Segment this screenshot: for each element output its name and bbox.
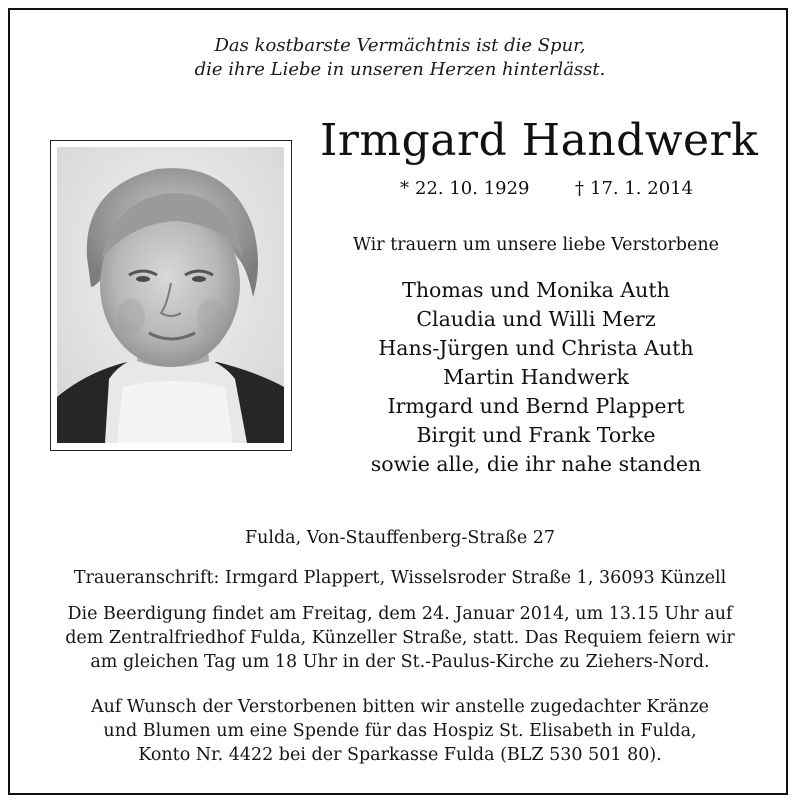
mourning-address	[0, 566, 800, 590]
portrait-image	[57, 147, 284, 443]
donation-line-2: und Blumen um eine Spende für das Hospiz St. Elisabeth in Fulda,	[103, 721, 697, 741]
residence-address	[0, 526, 800, 550]
mourning-line: Wir trauern um unsere liebe Verstorbene	[353, 235, 719, 255]
residence-address-text: Fulda, Von-Stauffenberg-Straße 27	[244, 528, 556, 548]
death-symbol: †	[575, 178, 584, 199]
death-date-value: 17. 1. 2014	[590, 178, 694, 199]
family-member: Birgit und Frank Torke	[416, 423, 656, 447]
family-member: Thomas und Monika Auth	[402, 278, 670, 302]
donation-line-3: Konto Nr. 4422 bei der Sparkasse Fulda (BLZ 530 501 80).	[138, 745, 662, 765]
family-member: Irmgard und Bernd Plappert	[387, 394, 685, 418]
funeral-line-3: am gleichen Tag um 18 Uhr in der St.-Paulus-Kirche zu Ziehers-Nord.	[90, 652, 710, 672]
birth-symbol: *	[400, 178, 409, 199]
donation-line-1: Auf Wunsch der Verstorbenen bitten wir anstelle zugedachter Kränze	[90, 697, 710, 717]
family-member: Hans-Jürgen und Christa Auth	[378, 336, 694, 360]
family-member: Claudia und Willi Merz	[416, 307, 656, 331]
quote-line-2: die ihre Liebe in unseren Herzen hinterlässt.	[194, 59, 606, 80]
family-member: sowie alle, die ihr nahe standen	[370, 452, 702, 476]
funeral-line-2: dem Zentralfriedhof Fulda, Künzeller Straße, statt. Das Requiem feiern wir	[65, 628, 735, 648]
donation-request	[0, 695, 800, 767]
portrait-photo	[50, 140, 292, 451]
birth-date	[400, 178, 530, 200]
quote-line-1: Das kostbarste Vermächtnis ist die Spur,	[214, 35, 586, 56]
death-date	[575, 178, 693, 200]
funeral-details	[0, 602, 800, 674]
funeral-line-1: Die Beerdigung findet am Freitag, dem 24. Januar 2014, um 13.15 Uhr auf	[67, 604, 733, 624]
family-list	[320, 276, 752, 479]
birth-date-value: 22. 10. 1929	[415, 178, 530, 199]
mourning-address-text: Traueranschrift: Irmgard Plappert, Wisselsroder Straße 1, 36093 Künzell	[73, 568, 727, 588]
memorial-quote	[0, 34, 800, 82]
family-member: Martin Handwerk	[443, 365, 629, 389]
deceased-name: Irmgard Handwerk	[320, 115, 759, 166]
